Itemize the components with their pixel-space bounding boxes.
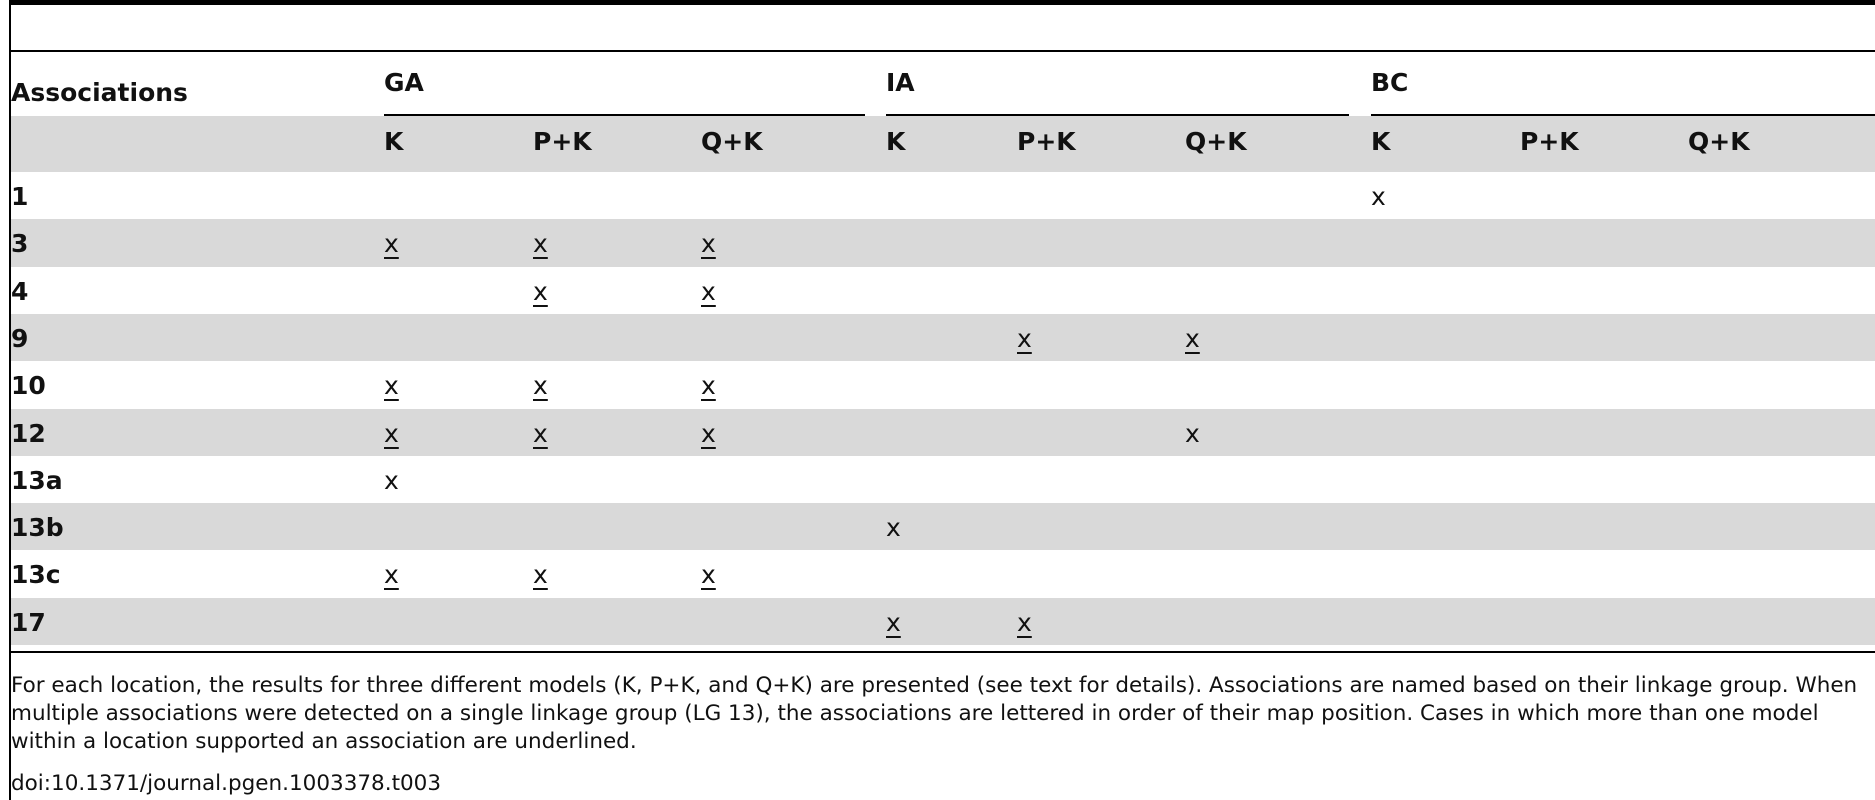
row-label: 12 <box>11 418 46 448</box>
association-mark: x <box>886 607 901 637</box>
table-header-rule <box>9 50 1875 52</box>
row-band <box>11 598 1875 645</box>
association-mark: x <box>1185 418 1200 448</box>
table-top-rule <box>9 0 1875 5</box>
model-header-ia-qplusk: Q+K <box>1185 127 1247 156</box>
row-label: 13b <box>11 513 64 543</box>
row-band <box>11 219 1875 266</box>
association-mark: x <box>533 276 548 306</box>
row-label: 17 <box>11 607 46 637</box>
row-label: 3 <box>11 229 29 259</box>
table-bottom-rule <box>9 651 1875 653</box>
association-mark: x <box>384 465 399 495</box>
group-header-ga: GA <box>384 68 424 97</box>
doi-link[interactable]: doi:10.1371/journal.pgen.1003378.t003 <box>11 771 442 796</box>
model-header-ga-pplusk: P+K <box>533 127 592 156</box>
association-mark: x <box>384 229 399 259</box>
association-mark: x <box>1371 182 1386 211</box>
row-band <box>11 314 1875 361</box>
association-mark: x <box>384 418 399 448</box>
model-header-bc-qplusk: Q+K <box>1688 127 1750 156</box>
model-header-bc-pplusk: P+K <box>1520 127 1579 156</box>
association-mark: x <box>701 560 716 590</box>
association-mark: x <box>1017 323 1032 353</box>
associations-header: Associations <box>11 78 188 107</box>
model-header-band <box>11 116 1875 172</box>
row-label: 13a <box>11 465 63 495</box>
group-header-bc: BC <box>1371 68 1409 97</box>
row-band <box>11 503 1875 550</box>
model-header-ia-k: K <box>886 127 906 156</box>
model-header-ga-qplusk: Q+K <box>701 127 763 156</box>
association-mark: x <box>533 418 548 448</box>
row-band <box>11 409 1875 456</box>
association-mark: x <box>886 513 901 543</box>
model-header-bc-k: K <box>1371 127 1391 156</box>
association-mark: x <box>701 371 716 401</box>
association-mark: x <box>533 560 548 590</box>
row-label: 4 <box>11 276 29 306</box>
association-mark: x <box>533 371 548 401</box>
table-footnote: For each location, the results for three different models (K, P+K, and Q+K) are presented (see text for details). Associations are named based on their linkage group. When multiple associations were detected on a single linkage group (LG 13), the associations are lettered in order of their map position. Cases in which more than one model within a location supported an association are underlined. <box>11 673 1858 754</box>
model-header-ga-k: K <box>384 127 404 156</box>
row-label: 9 <box>11 323 29 353</box>
association-mark: x <box>384 560 399 590</box>
row-label: 13c <box>11 560 61 590</box>
row-label: 1 <box>11 182 29 211</box>
association-mark: x <box>701 229 716 259</box>
association-mark: x <box>1017 607 1032 637</box>
association-mark: x <box>701 276 716 306</box>
association-mark: x <box>701 418 716 448</box>
association-mark: x <box>533 229 548 259</box>
association-mark: x <box>1185 323 1200 353</box>
model-header-ia-pplusk: P+K <box>1017 127 1076 156</box>
row-label: 10 <box>11 371 46 401</box>
group-header-ia: IA <box>886 68 915 97</box>
association-mark: x <box>384 371 399 401</box>
